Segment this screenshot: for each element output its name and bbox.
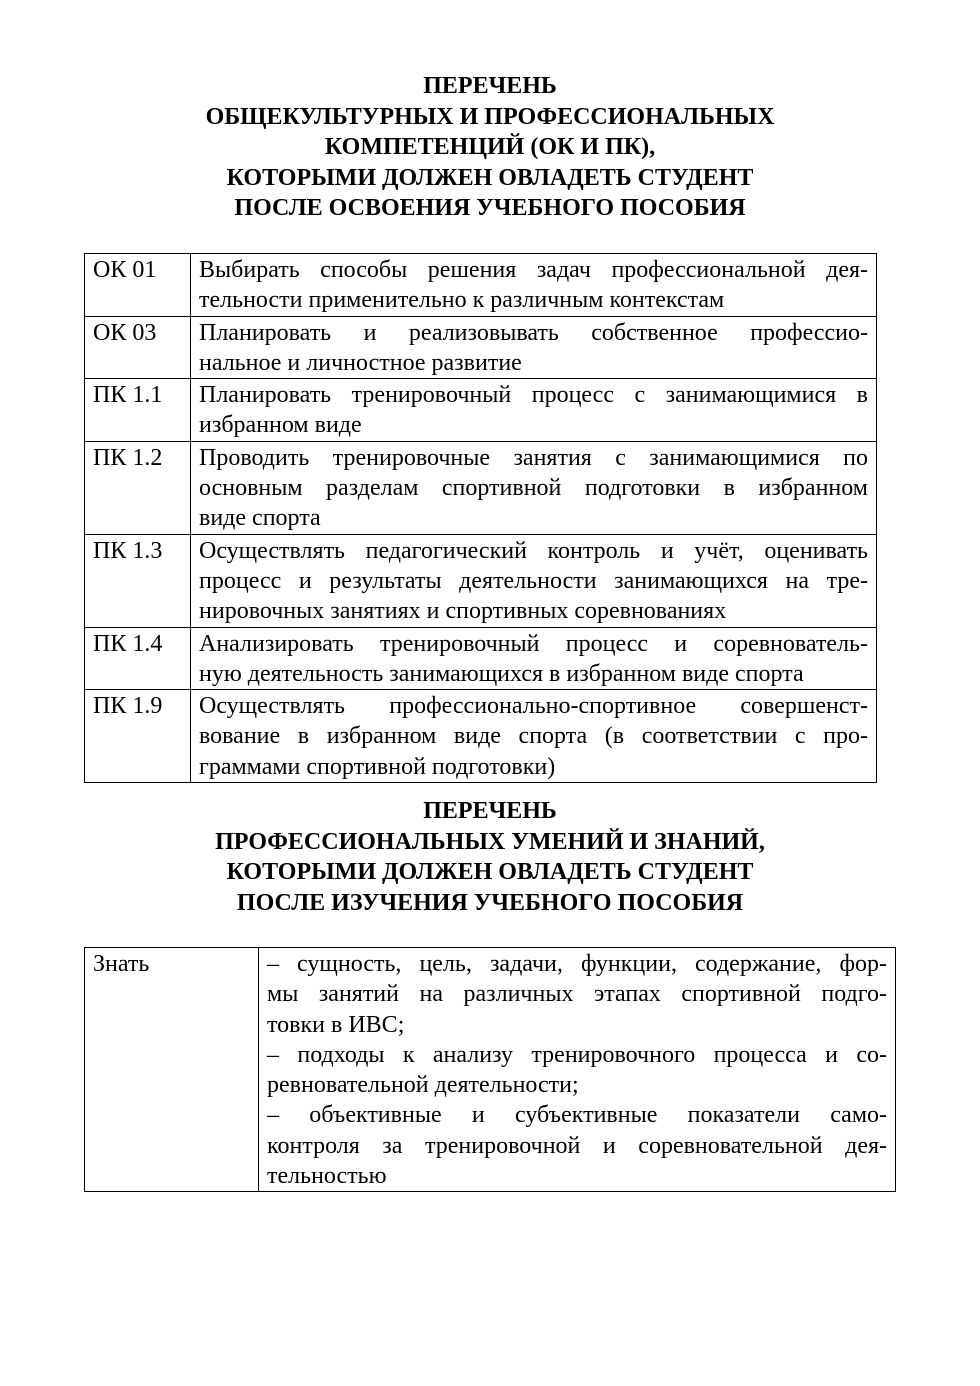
competency-code: ПК 1.4 (85, 627, 191, 690)
competency-description: Планировать и реализовывать собственное профессио- нальное и личностное развитие (191, 316, 877, 379)
heading-line: ПЕРЕЧЕНЬ (423, 73, 557, 99)
competency-code: ОК 01 (85, 254, 191, 317)
knowledge-items (259, 948, 896, 1192)
heading-line: ПРОФЕССИОНАЛЬНЫХ УМЕНИЙ И ЗНАНИЙ, (215, 828, 765, 855)
competency-code: ПК 1.9 (85, 690, 191, 783)
table-row (85, 379, 877, 442)
list-item: – сущность, цель, задачи, функции, содержание, фор- мы занятий на различных этапах спортивной подго- товки в ИВС; (267, 951, 887, 1038)
list-item: – объективные и субъективные показатели само- контроля за тренировочной и соревновательной дея- тельностью (267, 1102, 887, 1190)
competencies-table (84, 253, 877, 783)
table-row (85, 627, 877, 690)
competency-description: Планировать тренировочный процесс с занимающимися в избранном виде (191, 379, 877, 442)
table-row (85, 948, 896, 1192)
table-row (85, 441, 877, 534)
heading-line: КОТОРЫМИ ДОЛЖЕН ОВЛАДЕТЬ СТУДЕНТ (226, 859, 754, 885)
knowledge-table (84, 947, 896, 1192)
competency-code: ПК 1.2 (85, 441, 191, 534)
heading-line: КОТОРЫМИ ДОЛЖЕН ОВЛАДЕТЬ СТУДЕНТ (226, 164, 754, 191)
category-label: Знать (85, 948, 259, 1192)
competency-code: ПК 1.1 (85, 379, 191, 442)
competencies-heading (0, 71, 980, 224)
table-row (85, 254, 877, 317)
competency-description: Анализировать тренировочный процесс и соревнователь- ную деятельность занимающихся в избранном виде спорта (191, 627, 877, 690)
table-row (85, 690, 877, 783)
heading-line: ПОСЛЕ ОСВОЕНИЯ УЧЕБНОГО ПОСОБИЯ (234, 195, 746, 221)
competency-code: ПК 1.3 (85, 534, 191, 627)
heading-line: ПОСЛЕ ИЗУЧЕНИЯ УЧЕБНОГО ПОСОБИЯ (236, 889, 744, 916)
competency-description: Осуществлять профессионально-спортивное совершенст- вование в избранном виде спорта (в соответствии с про- граммами спортивной подготовки) (191, 690, 877, 783)
list-item: – подходы к анализу тренировочного процесса и со- ревновательной деятельности; (267, 1041, 887, 1099)
competency-description: Осуществлять педагогический контроль и учёт, оценивать процесс и результаты деятельности занимающихся на тре- нировочных занятиях и спортивных соревнованиях (191, 534, 877, 627)
heading-line: КОМПЕТЕНЦИЙ (ОК И ПК), (324, 134, 656, 160)
table-row (85, 534, 877, 627)
competency-code: ОК 03 (85, 316, 191, 379)
skills-heading (0, 796, 980, 918)
competency-description: Проводить тренировочные занятия с занимающимися по основным разделам спортивной подготовки в избранном виде спорта (191, 441, 877, 534)
table-row (85, 316, 877, 379)
competency-description: Выбирать способы решения задач профессиональной дея- тельности применительно к различным контекстам (191, 254, 877, 317)
heading-line: ОБЩЕКУЛЬТУРНЫХ И ПРОФЕССИОНАЛЬНЫХ (205, 103, 775, 130)
heading-line: ПЕРЕЧЕНЬ (423, 798, 557, 824)
